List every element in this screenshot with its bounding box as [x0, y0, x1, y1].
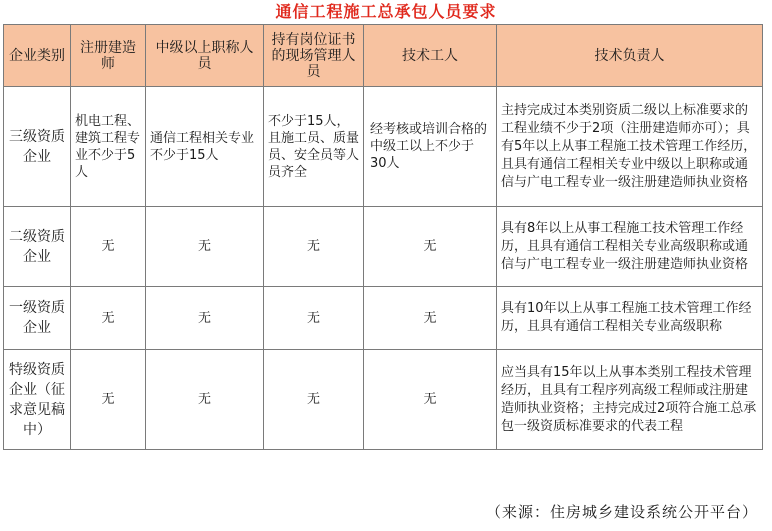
cell-technical-director: 具有8年以上从事工程施工技术管理工作经历，且具有通信工程相关专业高级职称或通信与广电工程专业一级注册建造师执业资格 [497, 207, 763, 287]
cell-site-managers: 不少于15人，且施工员、质量员、安全员等人员齐全 [264, 87, 364, 207]
cell-category: 二级资质企业 [4, 207, 71, 287]
header-site-managers: 持有岗位证书的现场管理人员 [264, 25, 364, 87]
cell-site-managers: 无 [264, 287, 364, 350]
table-row [4, 207, 763, 287]
cell-intermediate-title: 无 [146, 207, 264, 287]
cell-intermediate-title: 无 [146, 287, 264, 350]
cell-category: 一级资质企业 [4, 287, 71, 350]
page-title: 通信工程施工总承包人员要求 [275, 2, 497, 21]
cell-category: 三级资质企业 [4, 87, 71, 207]
cell-registered-constructor: 无 [71, 287, 146, 350]
cell-technical-director: 应当具有15年以上从事本类别工程技术管理经历，且具有工程序列高级工程师或注册建造师执业资格；主持完成过2项符合施工总承包一级资质标准要求的代表工程 [497, 350, 763, 450]
cell-intermediate-title: 无 [146, 350, 264, 450]
cell-intermediate-title: 通信工程相关专业不少于15人 [146, 87, 264, 207]
header-registered-constructor: 注册建造师 [71, 25, 146, 87]
header-category: 企业类别 [4, 25, 71, 87]
header-intermediate-title: 中级以上职称人员 [146, 25, 264, 87]
cell-registered-constructor: 机电工程、建筑工程专业不少于5人 [71, 87, 146, 207]
cell-site-managers: 无 [264, 350, 364, 450]
cell-technical-workers: 无 [364, 207, 497, 287]
cell-registered-constructor: 无 [71, 350, 146, 450]
header-technical-workers: 技术工人 [364, 25, 497, 87]
cell-registered-constructor: 无 [71, 207, 146, 287]
header-row [4, 25, 763, 87]
cell-category: 特级资质企业（征求意见稿中） [4, 350, 71, 450]
table-row [4, 287, 763, 350]
cell-technical-workers: 经考核或培训合格的中级工以上不少于30人 [364, 87, 497, 207]
cell-technical-workers: 无 [364, 287, 497, 350]
table-row [4, 87, 763, 207]
source-note: （来源：住房城乡建设系统公开平台） [485, 503, 758, 521]
header-technical-director: 技术负责人 [497, 25, 763, 87]
cell-technical-workers: 无 [364, 350, 497, 450]
table-row [4, 350, 763, 450]
cell-technical-director: 具有10年以上从事工程施工技术管理工作经历，且具有通信工程相关专业高级职称 [497, 287, 763, 350]
requirements-table [3, 24, 763, 450]
cell-technical-director: 主持完成过本类别资质二级以上标准要求的工程业绩不少于2项（注册建造师亦可）；具有5年以上从事工程施工技术管理工作经历，且具有通信工程相关专业中级以上职称或通信与广电工程专业一级注册建造师执业资格 [497, 87, 763, 207]
cell-site-managers: 无 [264, 207, 364, 287]
